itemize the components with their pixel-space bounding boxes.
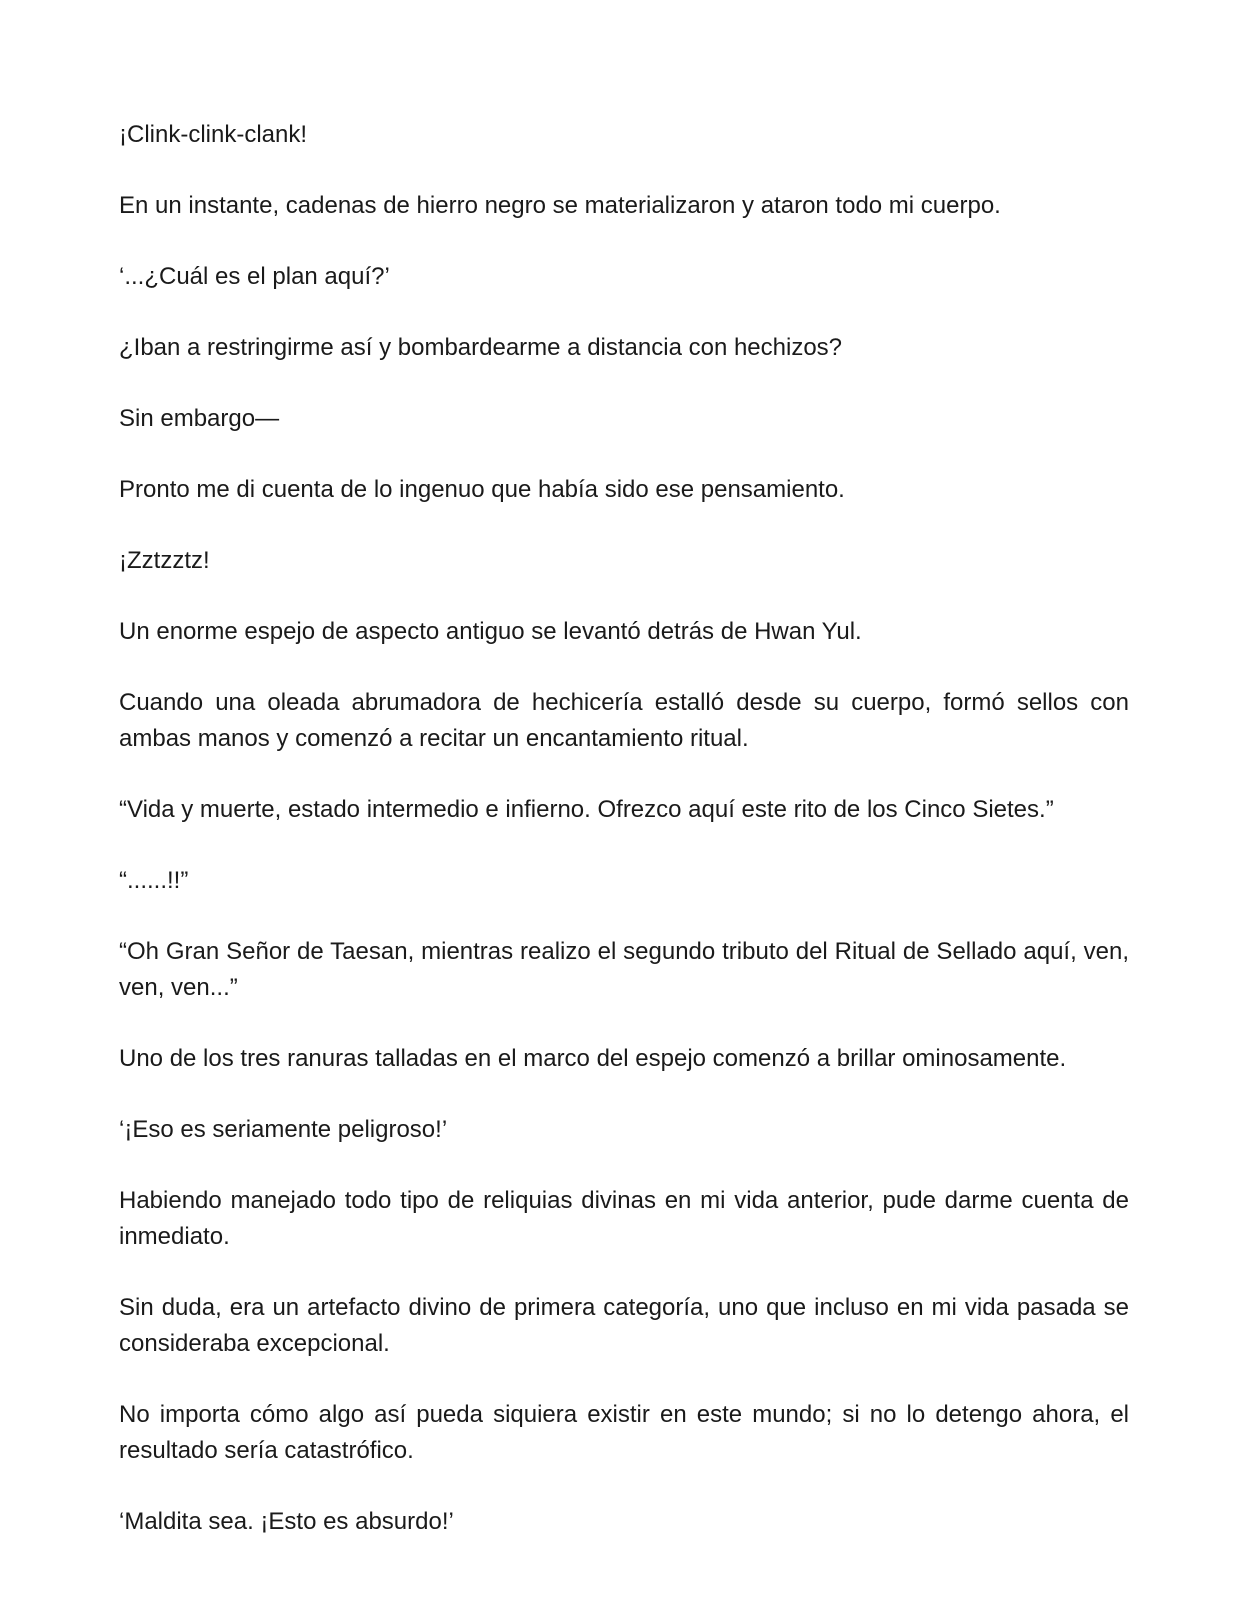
paragraph: ‘¡Eso es seriamente peligroso!’ xyxy=(119,1116,448,1143)
paragraph: ¡Zztzztz! xyxy=(119,547,210,574)
paragraph: “......!!” xyxy=(119,867,189,894)
paragraph: “Vida y muerte, estado intermedio e infierno. Ofrezco aquí este rito de los Cinco Sietes.” xyxy=(119,796,1054,823)
paragraph: En un instante, cadenas de hierro negro se materializaron y ataron todo mi cuerpo. xyxy=(119,192,1001,219)
paragraph: No importa cómo algo así pueda siquiera existir en este mundo; si no lo detengo ahora, el resultado sería catastrófico. xyxy=(119,1401,1129,1464)
paragraph: ¿Iban a restringirme así y bombardearme a distancia con hechizos? xyxy=(119,334,843,361)
document-body xyxy=(119,117,1129,1575)
paragraph: ‘Maldita sea. ¡Esto es absurdo!’ xyxy=(119,1508,454,1535)
paragraph: Un enorme espejo de aspecto antiguo se levantó detrás de Hwan Yul. xyxy=(119,618,862,645)
paragraph: Habiendo manejado todo tipo de reliquias divinas en mi vida anterior, pude darme cuenta de inmediato. xyxy=(119,1187,1129,1250)
paragraph: ¡Clink-clink-clank! xyxy=(119,121,308,148)
paragraph: Pronto me di cuenta de lo ingenuo que había sido ese pensamiento. xyxy=(119,476,845,503)
paragraph: Sin embargo— xyxy=(119,405,280,432)
paragraph: Sin duda, era un artefacto divino de primera categoría, uno que incluso en mi vida pasada se consideraba excepcional. xyxy=(119,1294,1129,1357)
paragraph: “Oh Gran Señor de Taesan, mientras realizo el segundo tributo del Ritual de Sellado aquí, ven, ven, ven...” xyxy=(119,938,1129,1001)
paragraph: ‘...¿Cuál es el plan aquí?’ xyxy=(119,263,390,290)
paragraph: Uno de los tres ranuras talladas en el marco del espejo comenzó a brillar ominosamente. xyxy=(119,1045,1067,1072)
paragraph: Cuando una oleada abrumadora de hechicería estalló desde su cuerpo, formó sellos con ambas manos y comenzó a recitar un encantamiento ritual. xyxy=(119,689,1129,752)
